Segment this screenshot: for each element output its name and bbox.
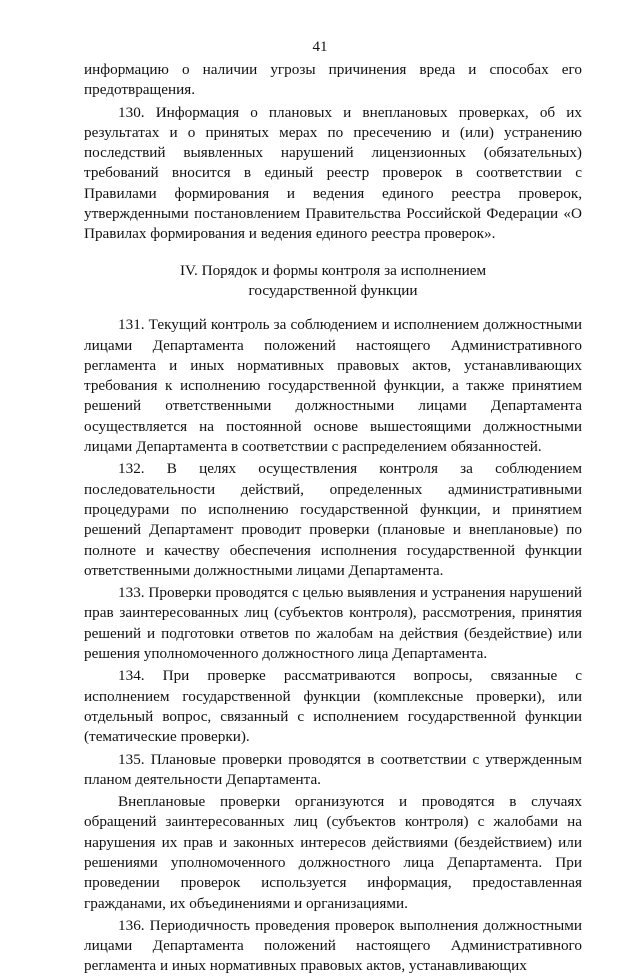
paragraph-132: 132. В целях осуществления контроля за соблюдением последовательности действий, определенных административными процедурами по исполнению государственной функции, и принятием решений Департамент проводит проверки (плановые и внеплановые) по полноте и качеству обеспечения исполнения государственной функции ответственными должностными лицами Департамента.: [84, 460, 582, 579]
paragraph-unplanned-inspections: Внеплановые проверки организуются и проводятся в случаях обращений заинтересованных лиц (субъектов контроля) с жалобами на нарушения их прав и законных интересов действиями (бездействием) или решениями уполномоченного должностного лица Департамента. При проведении проверок используется информация, предоставленная гражданами, их объединениями и организациями.: [84, 793, 582, 912]
paragraph-130: 130. Информация о плановых и внеплановых проверках, об их результатах и о принятых мерах по пресечению и (или) устранению последствий выявленных нарушений лицензионных (обязательных) требований вносится в единый реестр проверок в соответствии с Правилами формирования и ведения единого реестра проверок, утвержденными постановлением Правительства Российской Федерации «О Правилах формирования и ведения единого реестра проверок».: [84, 103, 582, 243]
paragraph-134: 134. При проверке рассматриваются вопросы, связанные с исполнением государственной функции (комплексные проверки), или отдельный вопрос, связанный с исполнением государственной функции (тематические проверки).: [84, 667, 582, 746]
document-body: [84, 60, 582, 979]
paragraph-131: 131. Текущий контроль за соблюдением и исполнением должностными лицами Департамента положений настоящего Административного регламента и иных нормативных правовых актов, устанавливающих требования к исполнению государственной функции, а также принятием решений ответственными должностными лицами Департамента осуществляется на постоянной основе вышестоящими должностными лицами Департамента в соответствии с распределением обязанностей.: [84, 316, 582, 456]
paragraph-136: 136. Периодичность проведения проверок выполнения должностными лицами Департамента положений настоящего Административного регламента и иных нормативных правовых актов, устанавливающих: [84, 916, 582, 975]
paragraph-133: 133. Проверки проводятся с целью выявления и устранения нарушений прав заинтересованных лиц (субъектов контроля), рассмотрения, принятия решений и подготовки ответов по жалобам на действия (бездействие) или решения уполномоченного должностного лица Департамента.: [84, 584, 582, 663]
paragraph-135: 135. Плановые проверки проводятся в соответствии с утвержденным планом деятельности Департамента.: [84, 750, 582, 788]
section-heading-line-1: IV. Порядок и формы контроля за исполнением: [179, 261, 487, 279]
paragraph-continuation: информацию о наличии угрозы причинения вреда и способах его предотвращения.: [84, 61, 582, 99]
section-heading: [84, 261, 582, 302]
page-number: 41: [312, 39, 328, 55]
section-heading-line-2: государственной функции: [248, 281, 418, 299]
